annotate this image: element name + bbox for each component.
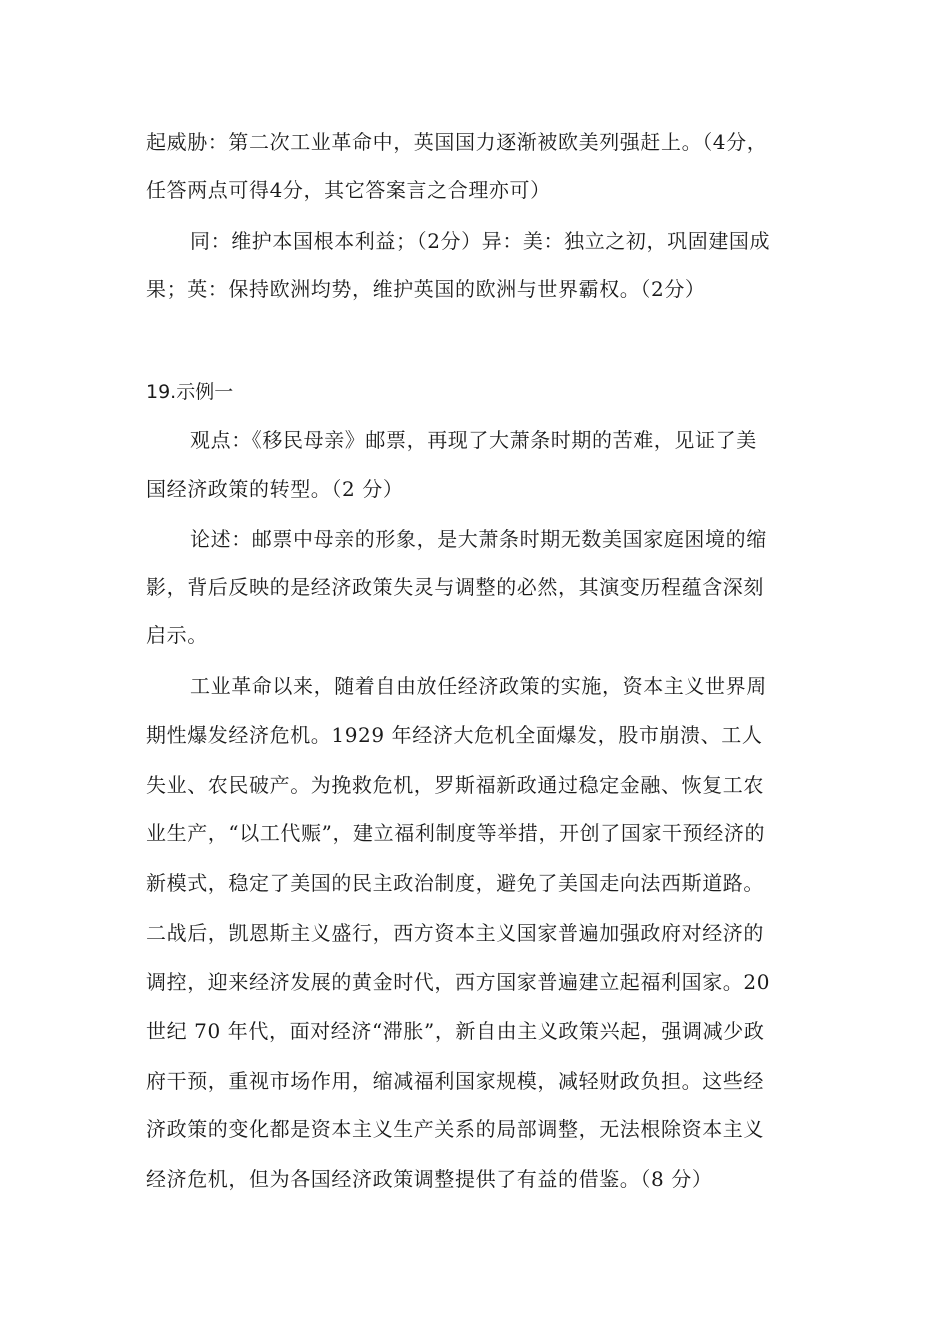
text-line: 新模式，稳定了美国的民主政治制度，避免了美国走向法西斯道路。: [146, 871, 764, 895]
text-line: 果；英：保持欧洲均势，维护英国的欧洲与世界霸权。（2分）: [146, 277, 706, 301]
text-line: 济政策的变化都是资本主义生产关系的局部调整，无法根除资本主义: [146, 1117, 764, 1141]
text-line: 二战后，凯恩斯主义盛行，西方资本主义国家普遍加强政府对经济的: [146, 921, 764, 945]
text-line: 论述：邮票中母亲的形象，是大萧条时期无数美国家庭困境的缩: [190, 527, 767, 551]
text-line: 影，背后反映的是经济政策失灵与调整的必然，其演变历程蕴含深刻: [146, 575, 764, 599]
text-line: 业生产，“以工代赈”，建立福利制度等举措，开创了国家干预经济的: [146, 821, 766, 845]
text-line: 世纪 70 年代，面对经济“滞胀”，新自由主义政策兴起，强调减少政: [146, 1019, 765, 1043]
text-line: 府干预，重视市场作用，缩减福利国家规模，减轻财政负担。这些经: [146, 1069, 764, 1093]
text-line: 失业、农民破产。为挽救危机，罗斯福新政通过稳定金融、恢复工农: [146, 773, 764, 797]
text-line: 工业革命以来，随着自由放任经济政策的实施，资本主义世界周: [190, 674, 767, 698]
text-line: 观点：《移民母亲》邮票，再现了大萧条时期的苦难，见证了美: [190, 428, 757, 452]
text-line: 同：维护本国根本利益；（2分）异：美：独立之初，巩固建国成: [190, 229, 771, 253]
text-line: 起威胁：第二次工业革命中，英国国力逐渐被欧美列强赶上。（4分，: [146, 130, 768, 154]
text-line: 任答两点可得4分，其它答案言之合理亦可）: [146, 178, 551, 202]
text-line: 调控，迎来经济发展的黄金时代，西方国家普遍建立起福利国家。20: [146, 970, 771, 994]
text-line: 经济危机，但为各国经济政策调整提供了有益的借鉴。（8 分）: [146, 1167, 713, 1191]
text-line: 启示。: [146, 623, 208, 647]
text-line: 国经济政策的转型。（2 分）: [146, 477, 404, 501]
text-line: 期性爆发经济危机。1929 年经济大危机全面爆发，股市崩溃、工人: [146, 723, 763, 747]
section-heading: 19.示例一: [146, 381, 234, 403]
